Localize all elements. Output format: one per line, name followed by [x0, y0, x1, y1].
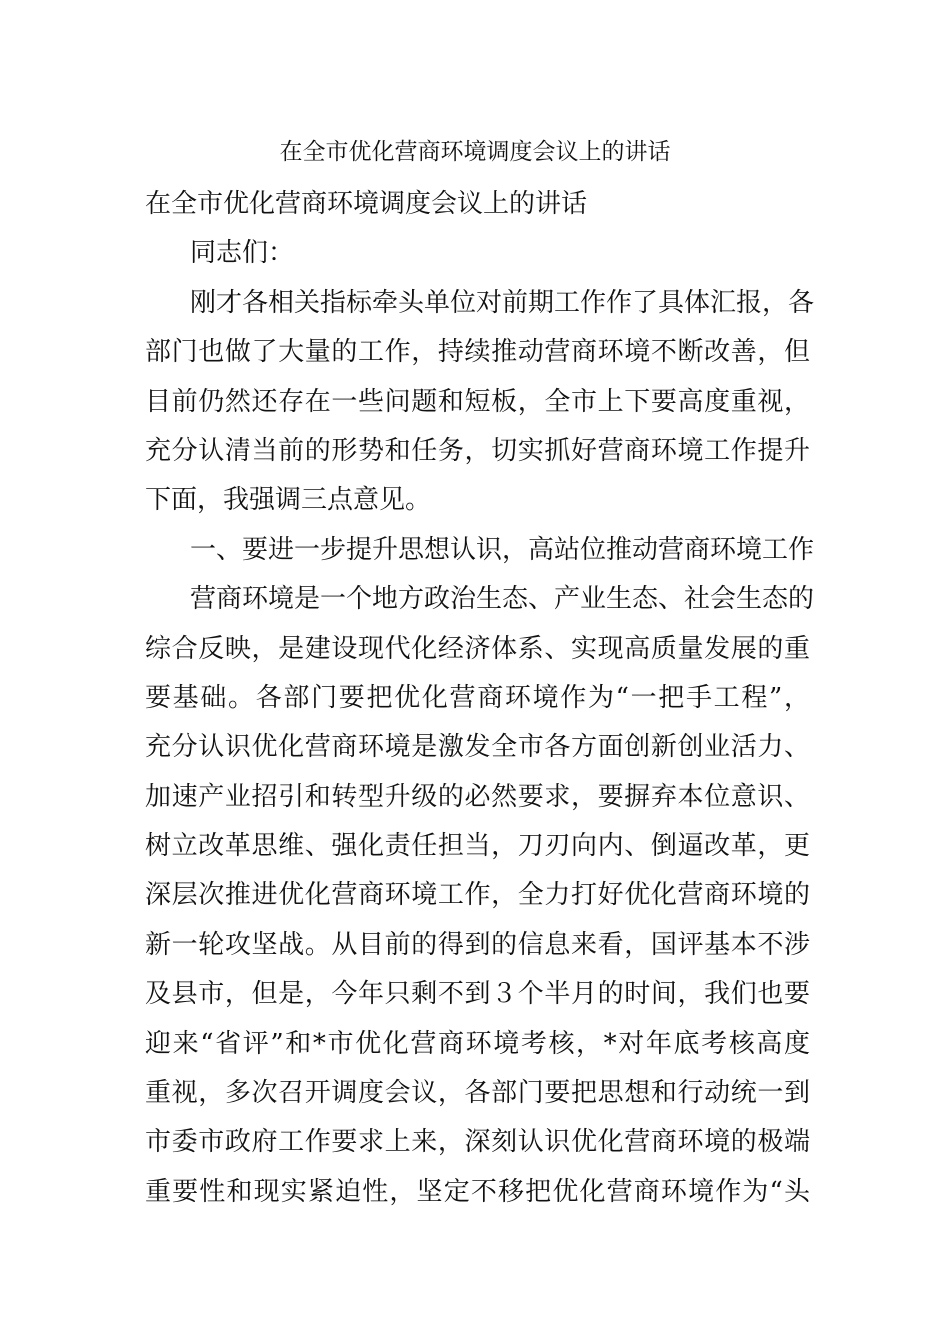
- paragraph-line: 充分认清当前的形势和任务，切实抓好营商环境工作提升: [145, 435, 810, 466]
- paragraph-line: 新一轮攻坚战。从目前的得到的信息来看，国评基本不涉: [145, 929, 810, 960]
- paragraph-line: 迎来“省评”和*市优化营商环境考核，*对年底考核高度: [145, 1028, 810, 1059]
- paragraph-line: 刚才各相关指标牵头单位对前期工作作了具体汇报，各: [190, 287, 815, 318]
- subtitle-line: 在全市优化营商环境调度会议上的讲话: [145, 189, 588, 219]
- paragraph-line: 深层次推进优化营商环境工作，全力打好优化营商环境的: [145, 880, 810, 911]
- paragraph-line: 下面，我强调三点意见。: [145, 485, 432, 516]
- paragraph-line: 及县市，但是，今年只剩不到３个半月的时间，我们也要: [145, 979, 810, 1010]
- section-heading-line: 一、要进一步提升思想认识，高站位推动营商环境工作: [190, 534, 815, 565]
- paragraph-line: 综合反映，是建设现代化经济体系、实现高质量发展的重: [145, 633, 810, 664]
- paragraph-line: 目前仍然还存在一些问题和短板，全市上下要高度重视，: [145, 386, 810, 417]
- paragraph-line: 重要性和现实紧迫性，坚定不移把优化营商环境作为“头: [145, 1176, 810, 1207]
- paragraph-line: 市委市政府工作要求上来，深刻认识优化营商环境的极端: [145, 1127, 810, 1158]
- salutation-line: 同志们：: [190, 238, 295, 269]
- paragraph-line: 加速产业招引和转型升级的必然要求，要摒弃本位意识、: [145, 781, 810, 812]
- paragraph-line: 树立改革思维、强化责任担当，刀刃向内、倒逼改革，更: [145, 831, 810, 862]
- document-body: [145, 180, 815, 1217]
- paragraph-line: 营商环境是一个地方政治生态、产业生态、社会生态的: [190, 584, 815, 615]
- paragraph-line: 要基础。各部门要把优化营商环境作为“一把手工程”，: [145, 682, 810, 713]
- document-title: 在全市优化营商环境调度会议上的讲话: [279, 139, 671, 165]
- paragraph-line: 部门也做了大量的工作，持续推动营商环境不断改善，但: [145, 337, 810, 368]
- paragraph-line: 充分认识优化营商环境是激发全市各方面创新创业活力、: [145, 732, 810, 763]
- paragraph-line: 重视，多次召开调度会议，各部门要把思想和行动统一到: [145, 1078, 810, 1109]
